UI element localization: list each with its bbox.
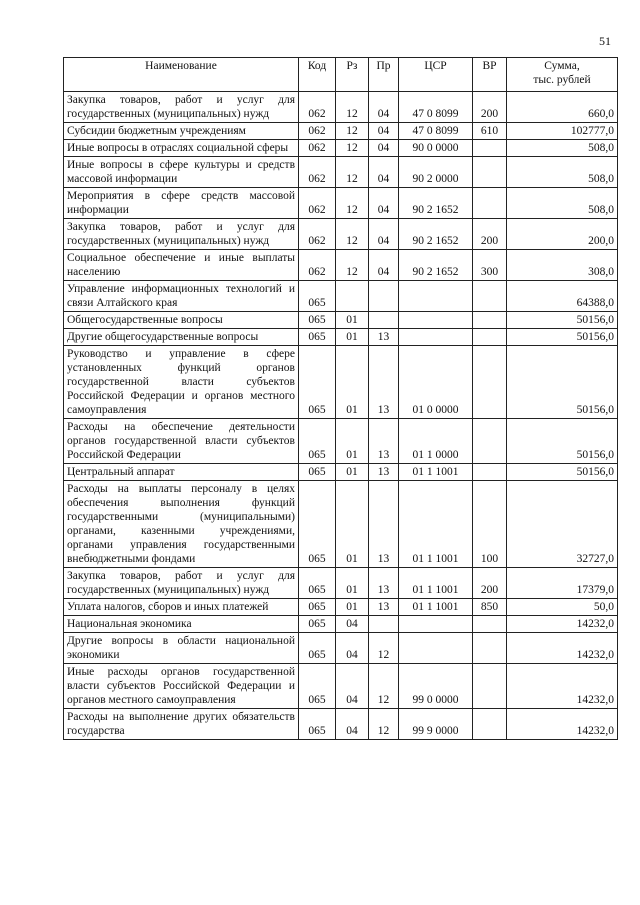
cell-csr: [399, 633, 473, 664]
table-row: [64, 616, 618, 633]
cell-vr: 300: [473, 250, 507, 281]
cell-sum: 14232,0: [507, 709, 618, 740]
page-number: 51: [599, 34, 611, 48]
cell-sum: 14232,0: [507, 633, 618, 664]
cell-name: Иные расходы органов государственной власти субъектов Российской Федерации и органов местного самоуправления: [64, 664, 299, 709]
cell-pr: 12: [369, 633, 399, 664]
cell-name: Национальная экономика: [64, 616, 299, 633]
cell-vr: [473, 664, 507, 709]
cell-kod: 065: [299, 481, 336, 568]
cell-rz: 01: [336, 329, 369, 346]
cell-pr: 13: [369, 419, 399, 464]
header-pr: Пр: [369, 58, 399, 92]
cell-vr: 100: [473, 481, 507, 568]
cell-kod: 062: [299, 250, 336, 281]
cell-sum: 50,0: [507, 599, 618, 616]
cell-kod: 065: [299, 281, 336, 312]
cell-rz: 01: [336, 419, 369, 464]
cell-vr: [473, 281, 507, 312]
cell-pr: 04: [369, 250, 399, 281]
cell-name: Уплата налогов, сборов и иных платежей: [64, 599, 299, 616]
cell-csr: 47 0 8099: [399, 92, 473, 123]
cell-vr: 200: [473, 219, 507, 250]
cell-vr: [473, 419, 507, 464]
table-row: [64, 481, 618, 568]
cell-vr: [473, 616, 507, 633]
cell-sum: 14232,0: [507, 616, 618, 633]
cell-csr: 99 0 0000: [399, 664, 473, 709]
cell-rz: 12: [336, 219, 369, 250]
cell-rz: 04: [336, 633, 369, 664]
cell-sum: 50156,0: [507, 329, 618, 346]
cell-csr: 90 2 0000: [399, 157, 473, 188]
cell-name: Иные вопросы в отраслях социальной сферы: [64, 140, 299, 157]
cell-kod: 065: [299, 633, 336, 664]
cell-vr: 200: [473, 92, 507, 123]
cell-pr: 13: [369, 568, 399, 599]
cell-name: Управление информационных технологий и связи Алтайского края: [64, 281, 299, 312]
cell-pr: 04: [369, 219, 399, 250]
cell-kod: 062: [299, 157, 336, 188]
cell-rz: 01: [336, 568, 369, 599]
table-row: [64, 281, 618, 312]
cell-kod: 062: [299, 219, 336, 250]
cell-csr: 47 0 8099: [399, 123, 473, 140]
cell-rz: 01: [336, 481, 369, 568]
cell-rz: 04: [336, 616, 369, 633]
cell-vr: [473, 312, 507, 329]
cell-name: Закупка товаров, работ и услуг для государственных (муниципальных) нужд: [64, 219, 299, 250]
cell-sum: 50156,0: [507, 346, 618, 419]
cell-kod: 065: [299, 599, 336, 616]
cell-sum: 14232,0: [507, 664, 618, 709]
header-csr: ЦСР: [399, 58, 473, 92]
cell-csr: 01 1 1001: [399, 568, 473, 599]
cell-kod: 062: [299, 92, 336, 123]
cell-csr: 90 2 1652: [399, 219, 473, 250]
cell-csr: 90 2 1652: [399, 250, 473, 281]
cell-rz: [336, 281, 369, 312]
table-row: [64, 157, 618, 188]
cell-kod: 062: [299, 140, 336, 157]
budget-table: [63, 57, 618, 740]
table-row: [64, 599, 618, 616]
cell-name: Мероприятия в сфере средств массовой информации: [64, 188, 299, 219]
cell-name: Другие вопросы в области национальной экономики: [64, 633, 299, 664]
cell-csr: 01 0 0000: [399, 346, 473, 419]
cell-kod: 065: [299, 329, 336, 346]
cell-kod: 065: [299, 346, 336, 419]
header-vr: ВР: [473, 58, 507, 92]
cell-csr: [399, 329, 473, 346]
table-header-row: [64, 58, 618, 92]
cell-vr: 200: [473, 568, 507, 599]
table-row: [64, 709, 618, 740]
cell-csr: [399, 616, 473, 633]
cell-sum: 508,0: [507, 188, 618, 219]
header-sum-line1: Сумма,: [544, 60, 580, 72]
cell-kod: 065: [299, 709, 336, 740]
cell-pr: 04: [369, 92, 399, 123]
cell-csr: 90 2 1652: [399, 188, 473, 219]
cell-csr: 01 1 1001: [399, 464, 473, 481]
cell-pr: 04: [369, 123, 399, 140]
table-row: [64, 312, 618, 329]
cell-vr: 610: [473, 123, 507, 140]
cell-pr: 13: [369, 599, 399, 616]
table-row: [64, 140, 618, 157]
cell-csr: 01 1 1001: [399, 599, 473, 616]
table-row: [64, 219, 618, 250]
cell-pr: 13: [369, 464, 399, 481]
cell-pr: 04: [369, 157, 399, 188]
cell-vr: [473, 346, 507, 419]
cell-sum: 508,0: [507, 140, 618, 157]
header-kod: Код: [299, 58, 336, 92]
cell-pr: 12: [369, 709, 399, 740]
cell-vr: [473, 633, 507, 664]
cell-vr: [473, 464, 507, 481]
table-row: [64, 664, 618, 709]
table-row: [64, 464, 618, 481]
cell-vr: [473, 329, 507, 346]
cell-name: Социальное обеспечение и иные выплаты населению: [64, 250, 299, 281]
table-row: [64, 568, 618, 599]
cell-rz: 01: [336, 464, 369, 481]
cell-sum: 508,0: [507, 157, 618, 188]
cell-csr: 99 9 0000: [399, 709, 473, 740]
cell-rz: 12: [336, 188, 369, 219]
cell-kod: 065: [299, 616, 336, 633]
cell-name: Расходы на выполнение других обязательств государства: [64, 709, 299, 740]
cell-rz: 12: [336, 157, 369, 188]
cell-pr: 04: [369, 140, 399, 157]
cell-sum: 200,0: [507, 219, 618, 250]
cell-kod: 062: [299, 123, 336, 140]
cell-kod: 065: [299, 312, 336, 329]
cell-vr: [473, 188, 507, 219]
cell-vr: [473, 709, 507, 740]
cell-sum: 50156,0: [507, 419, 618, 464]
cell-csr: 01 1 1001: [399, 481, 473, 568]
cell-rz: 04: [336, 664, 369, 709]
table-row: [64, 92, 618, 123]
cell-csr: 90 0 0000: [399, 140, 473, 157]
cell-name: Закупка товаров, работ и услуг для государственных (муниципальных) нужд: [64, 568, 299, 599]
header-sum: [507, 58, 618, 92]
cell-pr: [369, 616, 399, 633]
cell-vr: [473, 140, 507, 157]
table-row: [64, 419, 618, 464]
cell-kod: 065: [299, 464, 336, 481]
cell-name: Центральный аппарат: [64, 464, 299, 481]
table-row: [64, 329, 618, 346]
cell-rz: 12: [336, 123, 369, 140]
cell-name: Закупка товаров, работ и услуг для государственных (муниципальных) нужд: [64, 92, 299, 123]
cell-sum: 50156,0: [507, 464, 618, 481]
cell-rz: 12: [336, 140, 369, 157]
cell-rz: 12: [336, 92, 369, 123]
cell-csr: [399, 312, 473, 329]
cell-rz: 04: [336, 709, 369, 740]
table-row: [64, 250, 618, 281]
cell-kod: 065: [299, 664, 336, 709]
cell-vr: 850: [473, 599, 507, 616]
cell-sum: 32727,0: [507, 481, 618, 568]
header-sum-line2: тыс. рублей: [533, 74, 591, 86]
table-row: [64, 633, 618, 664]
table-row: [64, 188, 618, 219]
cell-name: Иные вопросы в сфере культуры и средств массовой информации: [64, 157, 299, 188]
cell-name: Руководство и управление в сфере установленных функций органов государственной власти субъектов Российской Федерации и органов местного самоуправления: [64, 346, 299, 419]
cell-sum: 660,0: [507, 92, 618, 123]
cell-pr: 12: [369, 664, 399, 709]
cell-sum: 308,0: [507, 250, 618, 281]
cell-name: Общегосударственные вопросы: [64, 312, 299, 329]
cell-kod: 065: [299, 419, 336, 464]
table-row: [64, 346, 618, 419]
cell-name: Расходы на обеспечение деятельности органов государственной власти субъектов Российской Федерации: [64, 419, 299, 464]
cell-pr: 04: [369, 188, 399, 219]
cell-rz: 12: [336, 250, 369, 281]
table-row: [64, 123, 618, 140]
cell-sum: 102777,0: [507, 123, 618, 140]
cell-pr: 13: [369, 346, 399, 419]
header-rz: Рз: [336, 58, 369, 92]
header-name: Наименование: [64, 58, 299, 92]
cell-kod: 065: [299, 568, 336, 599]
cell-pr: [369, 312, 399, 329]
cell-sum: 17379,0: [507, 568, 618, 599]
cell-rz: 01: [336, 599, 369, 616]
cell-sum: 50156,0: [507, 312, 618, 329]
cell-csr: 01 1 0000: [399, 419, 473, 464]
cell-pr: [369, 281, 399, 312]
cell-rz: 01: [336, 312, 369, 329]
cell-name: Другие общегосударственные вопросы: [64, 329, 299, 346]
cell-kod: 062: [299, 188, 336, 219]
cell-name: Субсидии бюджетным учреждениям: [64, 123, 299, 140]
cell-pr: 13: [369, 329, 399, 346]
cell-csr: [399, 281, 473, 312]
cell-pr: 13: [369, 481, 399, 568]
cell-name: Расходы на выплаты персоналу в целях обеспечения выполнения функций государственными (муниципальными) органами, казенными учреждениями, органами управления государственными внебюджетными фондами: [64, 481, 299, 568]
cell-rz: 01: [336, 346, 369, 419]
cell-vr: [473, 157, 507, 188]
cell-sum: 64388,0: [507, 281, 618, 312]
